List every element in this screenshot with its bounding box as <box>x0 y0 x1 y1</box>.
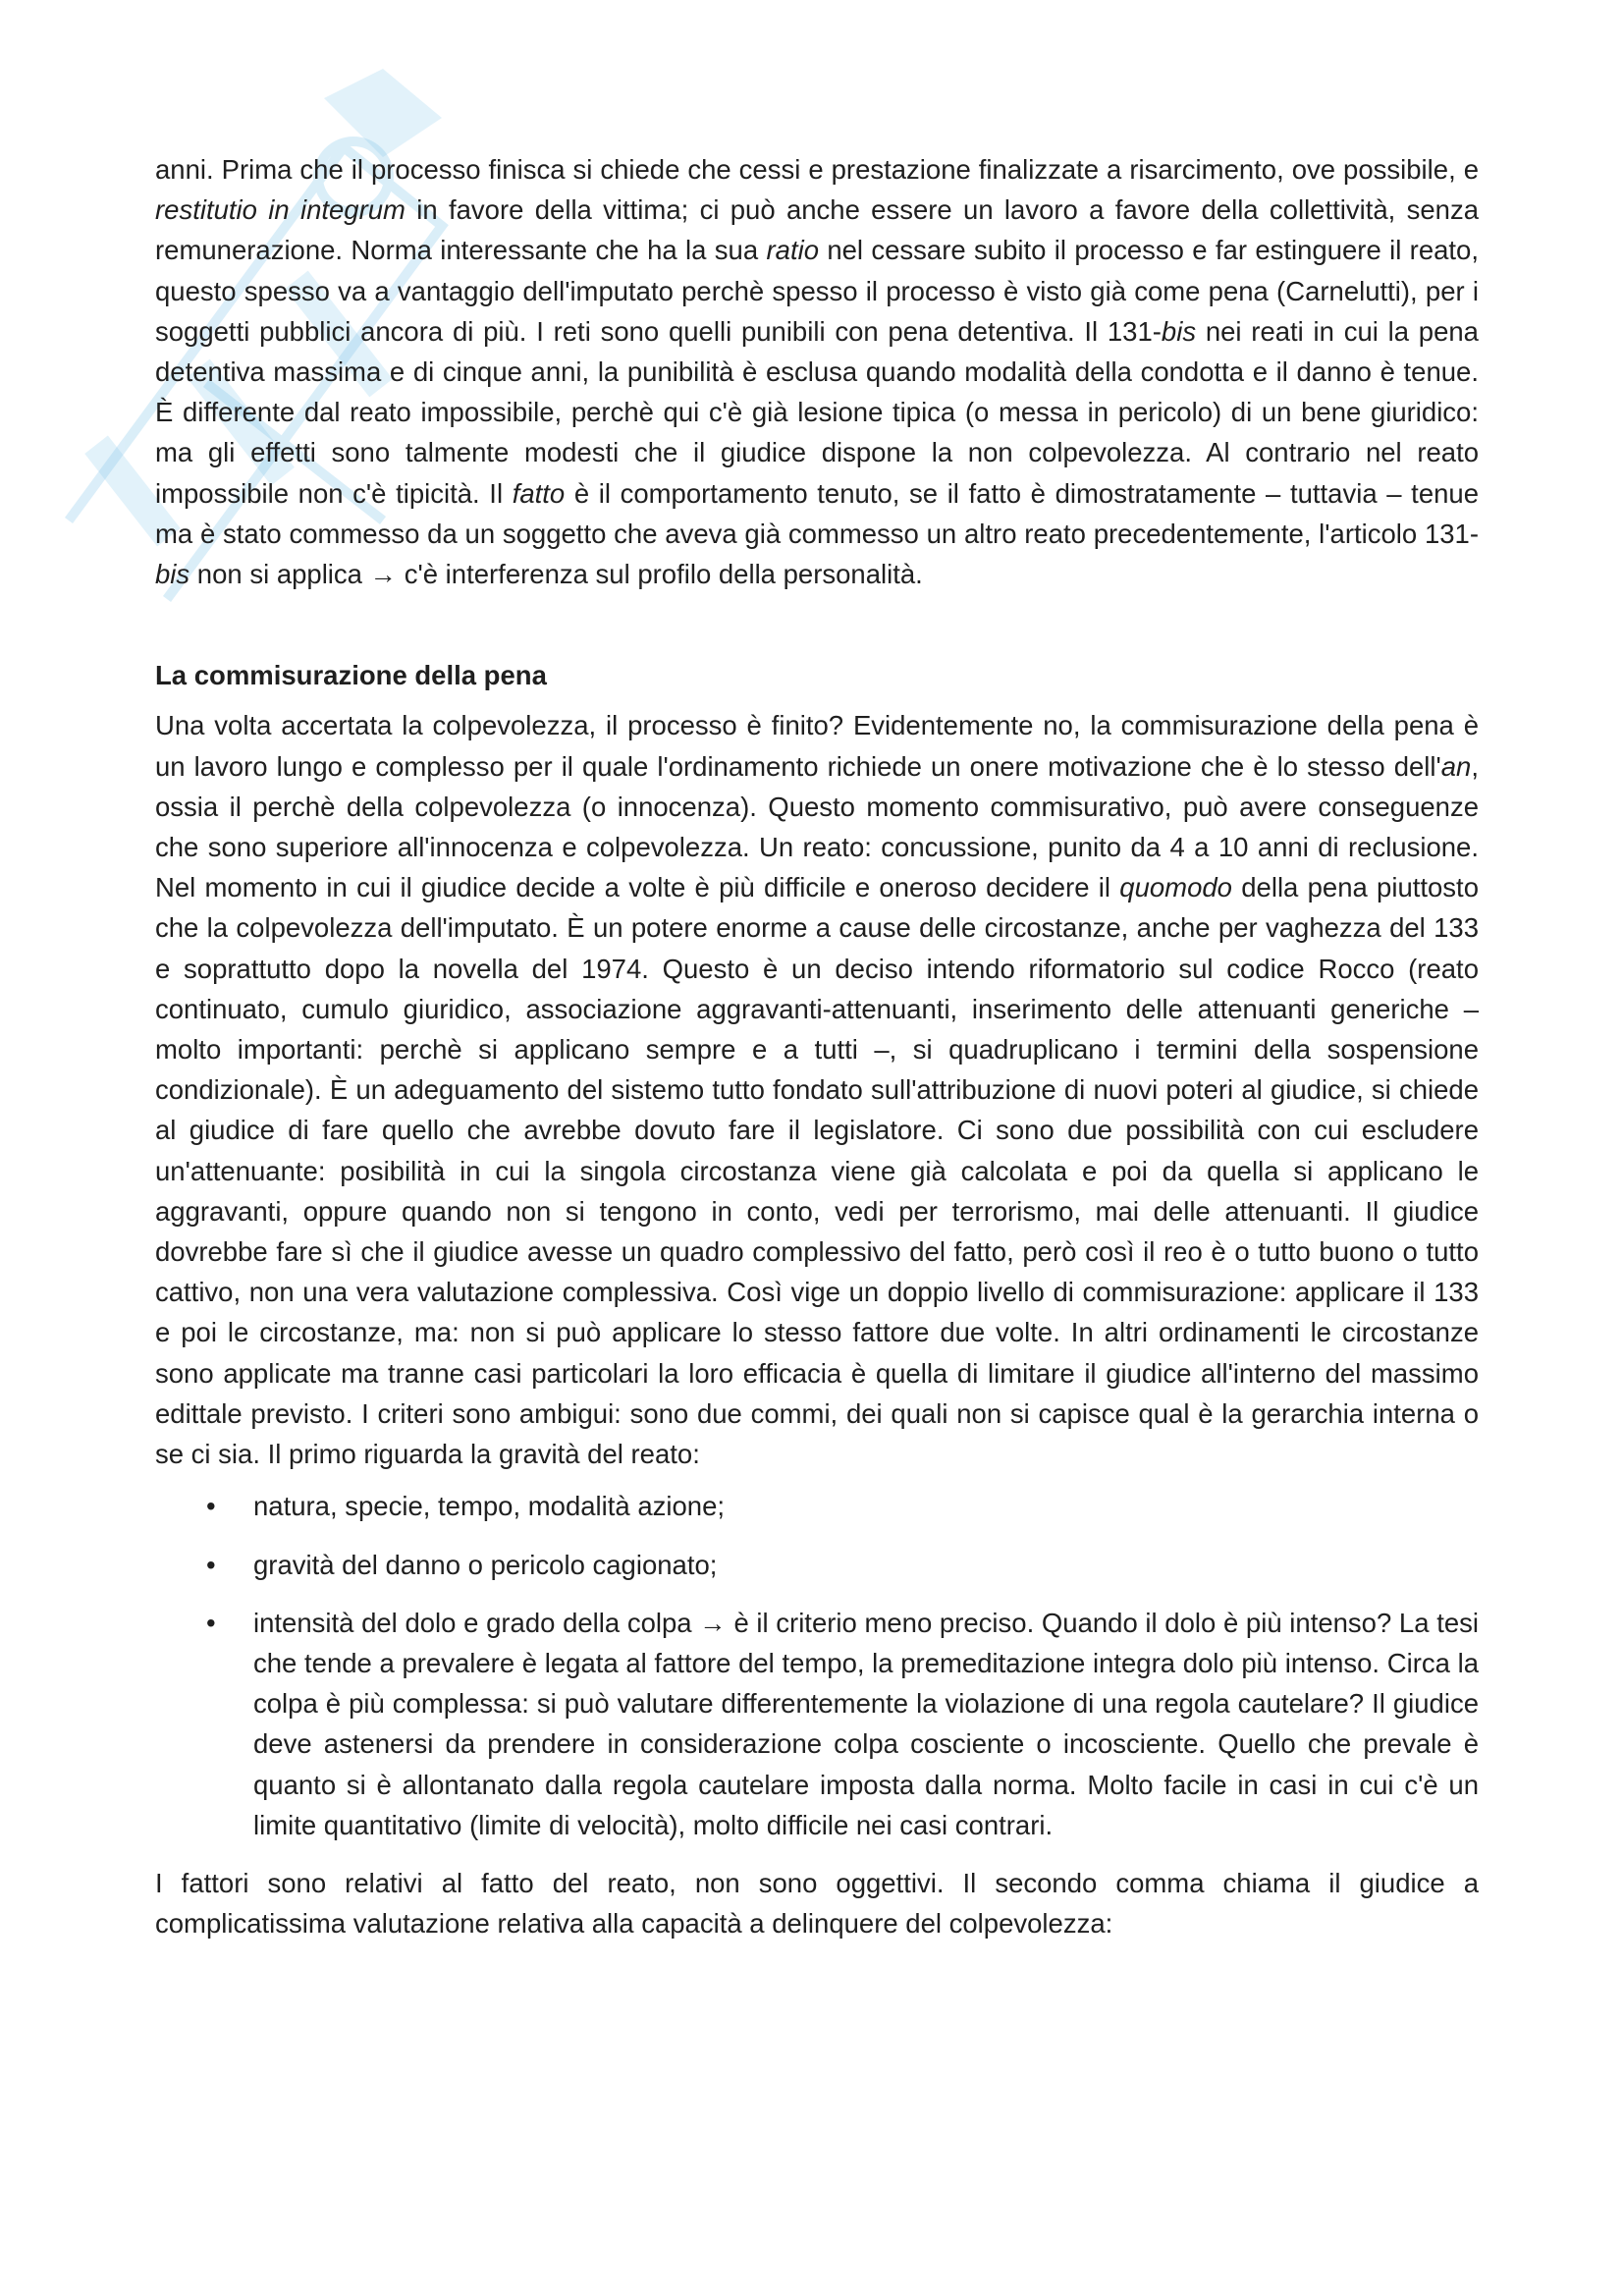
bullet-marker: • <box>206 1549 216 1580</box>
bullet-marker: • <box>206 1607 216 1638</box>
section-heading: La commisurazione della pena <box>155 660 547 691</box>
text-run: della pena piuttosto che la colpevolezza dell'imputato. È un potere enorme a cause delle circostanze, anche per vaghezza del 133 e soprattutto dopo la novella del 1974. Questo è un deciso intendo riformatorio sul codice Rocco (reato continuato, cumulo giuridico, associazione aggravanti-attenuanti, inserimento delle attenuanti generiche – molto importanti: perchè si applicano sempre e a tutti –, si quadruplicano i termini della sospensione condizionale). È un adeguamento del sistemo tutto fondato sull'attribuzione di nuovi poteri al giudice, si chiede al giudice di fare quello che avrebbe dovuto fare il legislatore. Ci sono due possibilità con cui escludere un'attenuante: posibilità in cui la singola circostanza viene già calcolata e poi da quella si applicano le aggravanti, oppure quando non si tengono in conto, vedi per terrorismo, mai delle attenuanti. Il giudice dovrebbe fare sì che il giudice avesse un quadro complessivo del fatto, però così il reo è o tutto buono o tutto cattivo, non una vera valutazione complessiva. Così vige un doppio livello di commisurazione: applicare il 133 e poi le circostanze, ma: non si può applicare lo stesso fattore due volte. In altri ordinamenti le circostanze sono applicate ma tranne casi particolari la loro efficacia è quella di limitare il giudice all'interno del massimo edittale previsto. I criteri sono ambigui: sono due commi, dei quali non si capisce qual è la gerarchia interna o se ci sia. Il primo riguarda la gravità del reato: <box>155 872 1479 1470</box>
list-item <box>155 1545 1479 1585</box>
paragraph-1 <box>155 149 1479 594</box>
italic-run: fatto <box>512 477 566 509</box>
list-item-text: gravità del danno o pericolo cagionato; <box>253 1549 718 1580</box>
italic-run: bis <box>155 559 190 590</box>
text-run: anni. Prima che il processo finisca si chiede che cessi e prestazione finalizzate a risarcimento, ove possibile, e <box>155 154 1479 185</box>
text-run: , ossia il perchè della colpevolezza (o innocenza). Questo momento commisurativo, può avere conseguenze che sono superiore all'innocenza e colpevolezza. Un reato: concussione, punito da 4 a 10 anni di reclusione. Nel momento in cui il giudice decide a volte è più difficile e oneroso decidere il <box>155 750 1479 903</box>
text-run: nel cessare subito il processo e far estinguere il reato, questo spesso va a vantaggio dell'imputato perchè spesso il processo è visto già come pena (Carnelutti), per i soggetti pubblici ancora di più. I reti sono quelli punibili con pena detentiva. Il 131- <box>155 235 1479 347</box>
text-run: non si applica → c'è interferenza sul profilo della personalità. <box>189 559 923 590</box>
italic-run: quomodo <box>1119 872 1232 903</box>
list-item <box>155 1486 1479 1526</box>
italic-run: bis <box>1161 315 1197 347</box>
list-item-text: intensità del dolo e grado della colpa → è il criterio meno preciso. Quando il dolo è più intenso? La tesi che tende a prevalere è legata al fattore del tempo, la premeditazione integra dolo più intenso. Circa la colpa è più complessa: si può valutare differentemente la violazione di una regola cautelare? Il giudice deve astenersi da prendere in considerazione colpa cosciente o incosciente. Quello che prevale è quanto si è allontanato dalla regola cautelare imposta dalla norma. Molto facile in casi in cui c'è un limite quantitativo (limite di velocità), molto difficile nei casi contrari. <box>253 1607 1479 1840</box>
bullet-list <box>155 1486 1479 1845</box>
bullet-marker: • <box>206 1491 216 1522</box>
list-item <box>155 1603 1479 1845</box>
text-run: in favore della vittima; ci può anche essere un lavoro a favore della collettività, senza remunerazione. Norma interessante che ha la sua <box>155 194 1479 266</box>
italic-run: ratio <box>766 235 819 266</box>
document-body <box>155 149 1479 1943</box>
text-run: è il comportamento tenuto, se il fatto è dimostratamente – tuttavia – tenue ma è stato commesso da un soggetto che aveva già commesso un altro reato precedentemente, l'articolo 131- <box>155 477 1479 549</box>
text-run: nei reati in cui la pena detentiva massima e di cinque anni, la punibilità è esclusa quando modalità della condotta e il danno è tenue. È differente dal reato impossibile, perchè qui c'è già lesione tipica (o messa in pericolo) di un bene giuridico: ma gli effetti sono talmente modesti che il giudice dispone la non colpevolezza. Al contrario nel reato impossibile non c'è tipicità. Il <box>155 315 1479 509</box>
italic-run: an <box>1440 750 1472 782</box>
italic-run: restitutio in integrum <box>155 194 406 226</box>
paragraph-2 <box>155 705 1479 1474</box>
paragraph-3: I fattori sono relativi al fatto del reato, non sono oggettivi. Il secondo comma chiama il giudice a complicatissima valutazione relativa alla capacità a delinquere del colpevolezza: <box>155 1867 1479 1940</box>
list-item-text: natura, specie, tempo, modalità azione; <box>253 1491 726 1522</box>
text-run: Una volta accertata la colpevolezza, il processo è finito? Evidentemente no, la commisurazione della pena è un lavoro lungo e complesso per il quale l'ordinamento richiede un onere motivazione che è lo stesso dell' <box>155 710 1479 782</box>
